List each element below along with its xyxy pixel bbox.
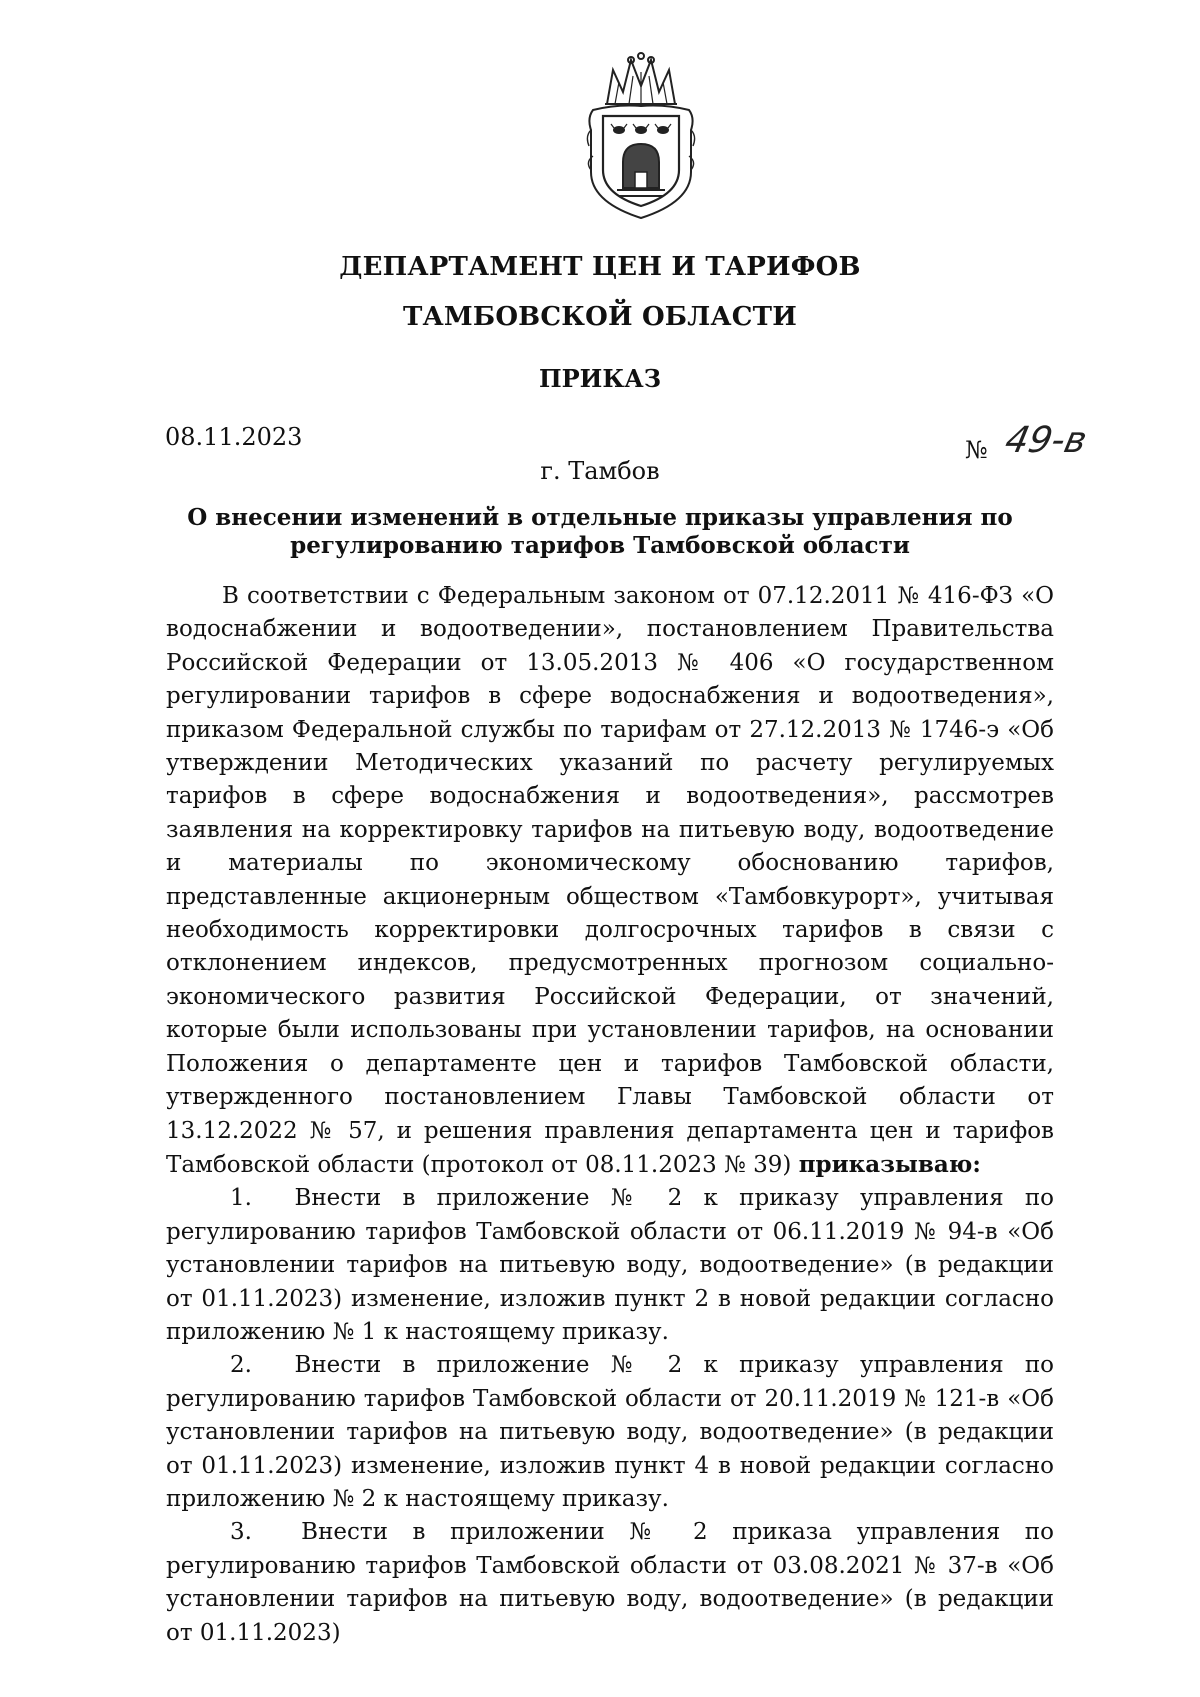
subject-line-2: регулированию тарифов Тамбовской области [290,532,910,559]
document-body [166,580,1054,1650]
order-item-text: Внести в приложении № 2 приказа управления по регулированию тарифов Тамбовской области от 03.08.2021 № 37-в «Об установлении тарифов на питьевую воду, водоотведение» (в редакции от 01.11.2023) [166,1519,1054,1646]
order-item-text: Внести в приложение № 2 к приказу управления по регулированию тарифов Тамбовской области от 06.11.2019 № 94-в «Об установлении тарифов на питьевую воду, водоотведение» (в редакции от 01.11.2023) изменение, изложив пункт 2 в новой редакции согласно приложению № 1 к настоящему приказу. [166,1185,1055,1345]
number-sign: № [965,436,988,464]
document-city: г. Тамбов [540,457,660,485]
order-item [166,1516,1054,1650]
department-name-line-2: ТАМБОВСКОЙ ОБЛАСТИ [403,302,797,332]
order-item-number: 2. [230,1352,252,1379]
document-type: ПРИКАЗ [538,364,662,393]
order-item-number: 1. [230,1185,252,1212]
order-item-number: 3. [230,1519,252,1546]
subject-line-1: О внесении изменений в отдельные приказы управления по [187,504,1013,531]
handwritten-number: 49-в [1001,420,1091,461]
order-item [166,1349,1054,1516]
order-item [166,1182,1054,1349]
preamble-text: В соответствии с Федеральным законом от 07.12.2011 № 416-ФЗ «О водоснабжении и водоотведении», постановлением Правительства Российской Федерации от 13.05.2013 № 406 «О государственном регулировании тарифов в сфере водоснабжения и водоотведения», приказом Федеральной службы по тарифам от 27.12.2013 № 1746-э «Об утверждении Методических указаний по расчету регулируемых тарифов в сфере водоснабжения и водоотведения», рассмотрев заявления на корректировку тарифов на питьевую воду, водоотведение и материалы по экономическому обоснованию тарифов, представленные акционерным обществом «Тамбовкурорт», учитывая необходимость корректировки долгосрочных тарифов в связи с отклонением индексов, предусмотренных прогнозом социально-экономического развития Российской Федерации, от значений, которые были использованы при установлении тарифов, на основании Положения о департаменте цен и тарифов Тамбовской области, утвержденного постановлением Главы Тамбовской области от 13.12.2022 № 57, и решения правления департамента цен и тарифов Тамбовской области (протокол от 08.11.2023 № 39) [166,583,1054,1178]
order-item-text: Внести в приложение № 2 к приказу управления по регулированию тарифов Тамбовской области от 20.11.2019 № 121-в «Об установлении тарифов на питьевую воду, водоотведение» (в редакции от 01.11.2023) изменение, изложив пункт 4 в новой редакции согласно приложению № 2 к настоящему приказу. [166,1352,1055,1512]
preamble-paragraph [166,580,1054,1182]
department-name-line-1: ДЕПАРТАМЕНТ ЦЕН И ТАРИФОВ [339,252,861,282]
document-subject [0,504,1200,560]
tambov-coat-of-arms-icon [585,52,697,222]
preamble-order-word: приказываю: [798,1150,981,1178]
document-date: 08.11.2023 [165,423,303,451]
